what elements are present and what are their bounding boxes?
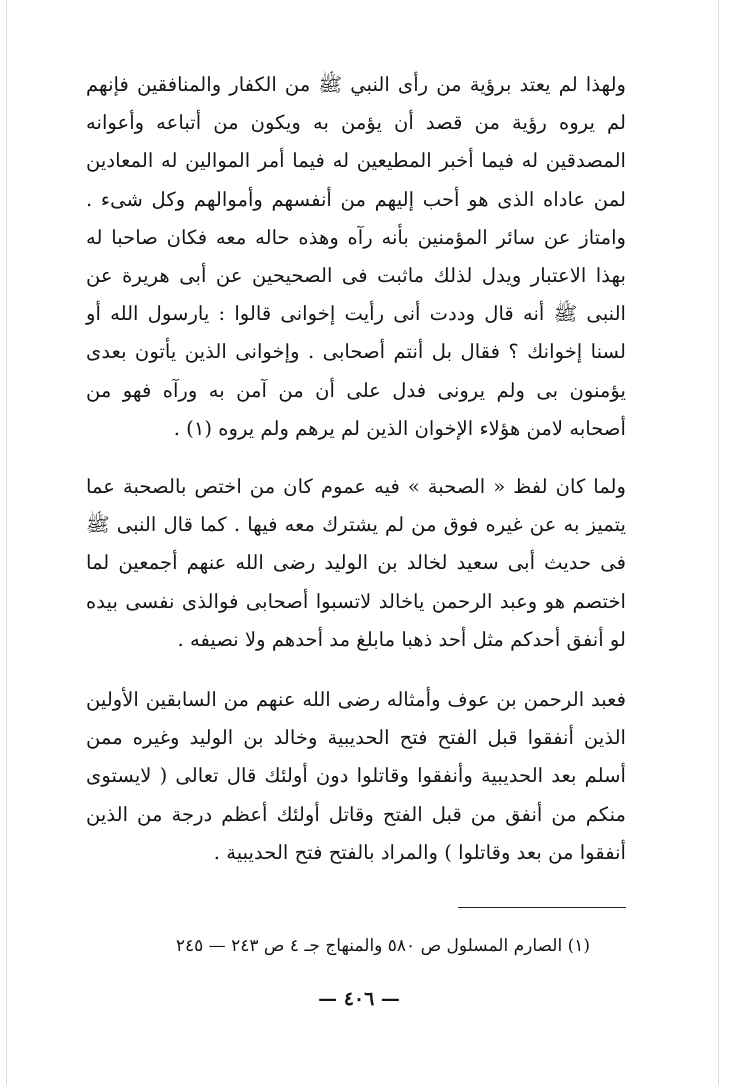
paragraph-2: ولما كان لفظ « الصحبة » فيه عموم كان من اختص بالصحبة عما يتميز به عن غيره فوق من لم يشترك معه فيها . كما قال النبى ﷺ فى حديث أبى سعيد لخالد بن الوليد رضى الله عنهم أجمعين لما اختصم هو وعبد الرحمن ياخالد لاتسبوا أصحابى فوالذى نفسى بيده لو أنفق أحدكم مثل أحد ذهبا مابلغ مد أحدهم ولا نصيفه .: [86, 475, 626, 651]
scan-edge-right: [718, 0, 719, 1085]
page-number: — ٤٠٦ —: [318, 988, 400, 1010]
paragraph-3: فعبد الرحمن بن عوف وأمثاله رضى الله عنهم من السابقين الأولين الذين أنفقوا قبل الفتح فتح الحديبية وخالد بن الوليد وغيره ممن أسلم بعد الحديبية وأنفقوا وقاتلوا دون أولئك قال تعالى ( لايستوى منكم من أنفق من قبل الفتح وقاتل أولئك أعظم درجة من الذين أنفقوا من بعد وقاتلوا ) والمراد بالفتح فتح الحديبية .: [86, 688, 626, 864]
scan-edge-left: [6, 0, 7, 1085]
paragraph-1: ولهذا لم يعتد برؤية من رأى النبي ﷺ من الكفار والمنافقين فإنهم لم يروه رؤية من قصد أن يؤمن به ويكون من أتباعه وأعوانه المصدقين له فيما أخبر المطيعين له فيما أمر الموالين له المعادين لمن عاداه الذى هو أحب إليهم من أنفسهم وأموالهم وكل شىء . وامتاز عن سائر المؤمنين بأنه رآه وهذه حاله معه فكان صاحبا له بهذا الاعتبار ويدل لذلك ماثبت فى الصحيحين عن أبى هريرة عن النبى ﷺ أنه قال وددت أنى رأيت إخوانى قالوا : يارسول الله أو لسنا إخوانك ؟ فقال بل أنتم أصحابى . وإخوانى الذين يأتون بعدى يؤمنون بى ولم يرونى فدل على أن من آمن به ورآه فهو من أصحابه لامن هؤلاء الإخوان الذين لم يرهم ولم يروه (١) .: [86, 73, 626, 440]
footnote-separator: [458, 907, 626, 908]
footnote: (١) الصارم المسلول ص ٥٨٠ والمنهاج جـ ٤ ص ٢٤٣ — ٢٤٥: [175, 936, 590, 956]
page-body: [86, 66, 626, 872]
